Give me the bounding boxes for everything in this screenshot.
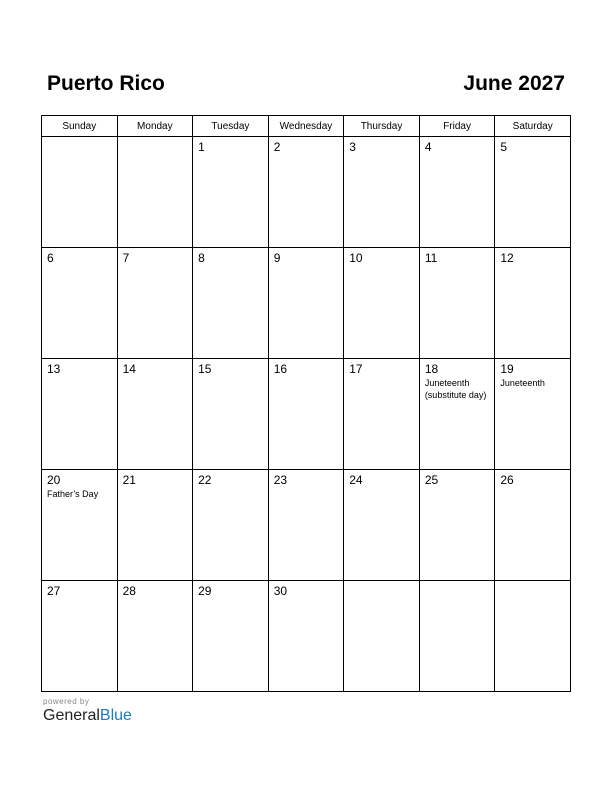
day-cell: [268, 581, 344, 692]
month-title: June 2027: [463, 72, 565, 95]
day-cell: [344, 581, 420, 692]
holiday-label: Juneteenth: [500, 378, 545, 388]
day-number: 15: [198, 362, 212, 376]
day-cell: [193, 359, 269, 470]
day-cell: [117, 359, 193, 470]
day-cell: [344, 137, 420, 248]
day-cell: [193, 470, 269, 581]
day-cell: [495, 470, 571, 581]
weekday-header: Wednesday: [268, 116, 344, 137]
week-row: [42, 359, 571, 470]
day-cell: [344, 248, 420, 359]
weekday-header-row: [42, 116, 571, 137]
day-number: 24: [349, 473, 363, 487]
day-cell: [117, 470, 193, 581]
brand-logo: [43, 707, 132, 725]
calendar-grid: [41, 115, 571, 692]
week-row: [42, 470, 571, 581]
day-number: 29: [198, 584, 212, 598]
weekday-header: Friday: [419, 116, 495, 137]
day-number: 23: [273, 473, 288, 487]
holiday-label: Father’s Day: [47, 489, 99, 499]
day-number: 22: [198, 473, 212, 487]
weekday-header: Sunday: [42, 116, 118, 137]
day-number: 26: [500, 473, 514, 487]
weekday-header: Thursday: [344, 116, 420, 137]
holiday-label: Juneteenth (substitute day): [424, 378, 487, 400]
day-cell: [42, 470, 118, 581]
day-number: 16: [273, 362, 288, 376]
day-number: 12: [500, 251, 514, 265]
day-cell: [193, 137, 269, 248]
day-number: 7: [122, 251, 130, 265]
day-cell: [193, 248, 269, 359]
week-row: [42, 581, 571, 692]
day-number: 1: [198, 140, 205, 154]
powered-by-text: powered by: [43, 697, 90, 706]
day-number: 18: [424, 362, 439, 376]
day-cell: [193, 581, 269, 692]
day-number: 9: [273, 251, 281, 265]
day-cell: [344, 470, 420, 581]
brand-logo-part1: General: [43, 707, 100, 724]
day-cell: [268, 137, 344, 248]
day-cell: [117, 137, 193, 248]
weekday-header: Saturday: [495, 116, 571, 137]
day-cell: [117, 248, 193, 359]
weekday-header: Tuesday: [193, 116, 269, 137]
country-title: Puerto Rico: [47, 72, 165, 95]
day-number: 19: [500, 362, 514, 376]
day-number: 6: [47, 251, 54, 265]
day-cell: [419, 137, 495, 248]
day-cell: [344, 359, 420, 470]
day-cell: [42, 581, 118, 692]
brand-logo-part2: Blue: [99, 707, 132, 724]
day-cell: [42, 359, 118, 470]
day-cell: [268, 470, 344, 581]
day-number: 25: [424, 473, 439, 487]
day-cell: [268, 359, 344, 470]
day-number: 27: [47, 584, 61, 598]
day-number: 14: [122, 362, 136, 376]
day-number: 13: [47, 362, 61, 376]
day-cell: [419, 581, 495, 692]
day-number: 17: [349, 362, 363, 376]
day-cell: [268, 248, 344, 359]
day-number: 2: [273, 140, 281, 154]
day-cell: [42, 248, 118, 359]
day-number: 21: [122, 473, 136, 487]
week-row: [42, 248, 571, 359]
day-number: 20: [47, 473, 61, 487]
day-number: 4: [424, 140, 432, 154]
day-cell: [495, 359, 571, 470]
day-cell: [117, 581, 193, 692]
day-number: 11: [424, 251, 438, 265]
day-cell: [495, 581, 571, 692]
day-cell: [495, 248, 571, 359]
week-row: [42, 137, 571, 248]
day-cell: [495, 137, 571, 248]
day-number: 10: [349, 251, 363, 265]
day-number: 30: [273, 584, 288, 598]
day-cell: [419, 470, 495, 581]
day-number: 28: [122, 584, 136, 598]
day-number: 3: [349, 140, 356, 154]
footer-branding: [43, 697, 132, 725]
day-cell: [419, 248, 495, 359]
day-number: 8: [198, 251, 205, 265]
weekday-header: Monday: [117, 116, 193, 137]
day-cell: [42, 137, 118, 248]
day-number: 5: [500, 140, 508, 154]
day-cell: [419, 359, 495, 470]
